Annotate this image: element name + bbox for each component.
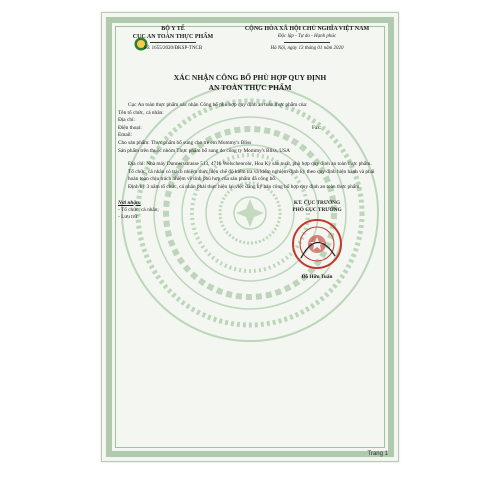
renewal-paragraph: Định kỳ 3 năm tổ chức, cá nhân phải thực hiện lại việc đăng ký bản công bố hợp quy định an toàn thực phẩm.	[128, 183, 361, 190]
country-name: CỘNG HÒA XÃ HỘI CHỦ NGHĨA VIỆT NAM	[244, 26, 370, 32]
org-name-field: Tên tổ chức, cá nhân:	[118, 109, 164, 116]
signatory-block	[252, 200, 382, 281]
document-content	[118, 25, 382, 281]
fax-field: Fax:	[312, 124, 322, 131]
email-field: Email:	[118, 132, 133, 139]
document-header	[118, 25, 382, 53]
phone-field: Điện thoại:	[118, 124, 142, 131]
signature-section	[118, 200, 382, 281]
ministry-name: BỘ Y TẾ	[161, 26, 185, 32]
motto-underline	[284, 42, 330, 43]
address-field: Địa chỉ:	[118, 117, 135, 124]
title-line-1: XÁC NHẬN CÔNG BỐ PHÙ HỢP QUY ĐỊNH	[173, 73, 327, 82]
certificate-page	[101, 12, 399, 462]
recipient-item: - Lưu trữ.	[118, 213, 139, 220]
recipients-block	[118, 200, 208, 281]
title-line-2: AN TOÀN THỰC PHẨM	[208, 83, 292, 92]
factory-paragraph: Địa chỉ: Nhà máy Dunnersstrasse 513, 4716 Welschenrohr, Hoa Kỳ sản xuất, phù hợp quy định an toàn thực phẩm.	[128, 161, 372, 168]
intro-text: Cục An toàn thực phẩm xác nhận Công bố phù hợp quy định an toàn thực phẩm của:	[128, 102, 308, 108]
official-seal-icon	[291, 218, 343, 270]
signatory-role: KT. CỤC TRƯỞNG	[293, 199, 341, 206]
state-block	[232, 25, 382, 53]
responsibility-paragraph: Tổ chức, cá nhân có trách nhiệm thực hiện chế độ kiểm tra và kiểm nghiệm định kỳ theo quy định hiện hành và phải hoàn toàn chịu trách nhiệm về tính phù hợp của sản phẩm đã công bố.	[128, 168, 375, 183]
product-line: Cho sản phẩm: Thực phẩm bổ sung cho trẻ em Mommy's Bliss	[118, 139, 252, 146]
national-motto: Độc lập - Tự do - Hạnh phúc	[277, 34, 337, 39]
document-title	[118, 73, 382, 93]
recipients-label: Nơi nhận:	[118, 199, 141, 206]
manufacturer-line: Sản phẩm trên thuộc nhóm Thực phẩm bổ sung do công ty Mommy's Bliss, USA	[118, 147, 290, 154]
issuer-block	[118, 25, 228, 53]
contact-row	[118, 125, 382, 133]
issue-date: Hà Nội, ngày 13 tháng 01 năm 2020	[270, 46, 344, 51]
recipient-item: - Tổ chức, cá nhân;	[118, 206, 159, 213]
signatory-title: PHÓ CỤC TRƯỞNG	[292, 206, 342, 213]
signatory-name: Đỗ Hữu Tuấn	[301, 273, 333, 280]
header-underline	[150, 42, 196, 43]
department-name: CỤC AN TOÀN THỰC PHẨM	[132, 34, 214, 40]
document-number: Số: 1655/2020/ĐKSP-TNCB	[143, 46, 203, 51]
page-number: Trang 1	[367, 451, 388, 457]
document-body	[118, 102, 382, 192]
